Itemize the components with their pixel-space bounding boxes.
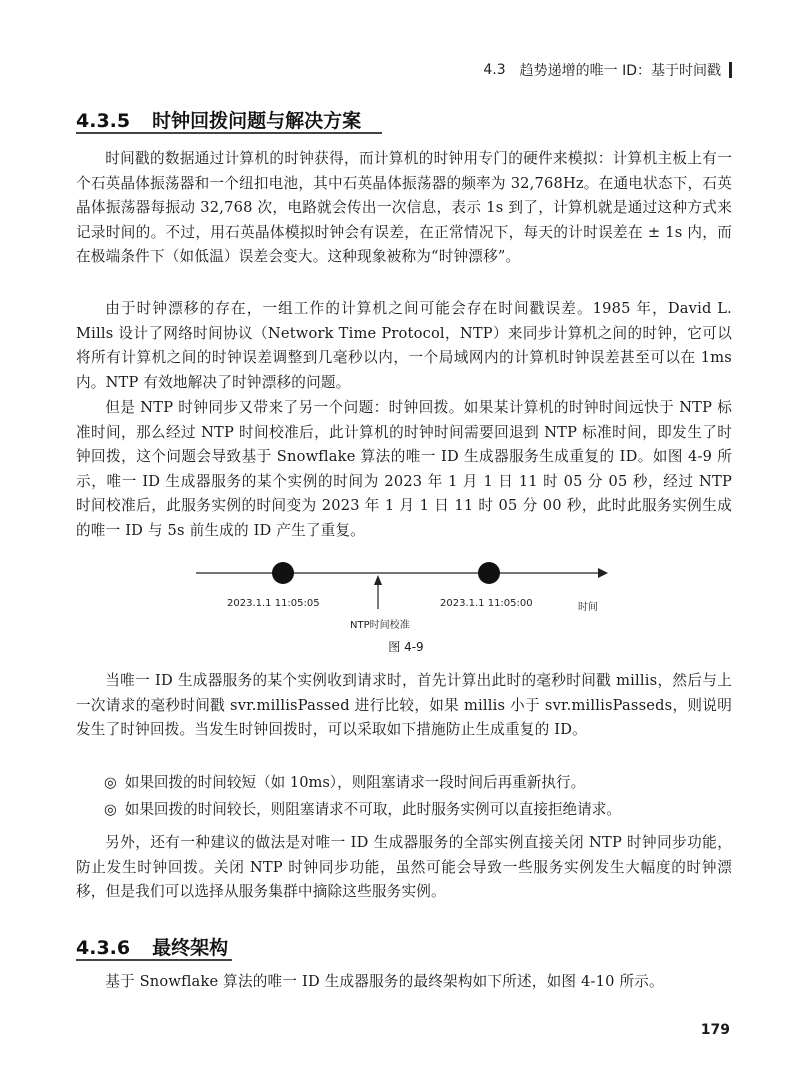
bullet-symbol: ◎: [104, 774, 117, 791]
label-time-before: 2023.1.1 11:05:05: [227, 598, 320, 609]
heading-underline: [76, 959, 232, 961]
paragraph-final-architecture: 基于 Snowflake 算法的唯一 ID 生成器服务的最终架构如下所述，如图 4-10 所示。: [105, 973, 664, 990]
running-head-section: 4.3: [483, 62, 506, 78]
running-head-title: 趋势递增的唯一 ID：基于时间戳: [519, 63, 721, 79]
section-number: 4.3.5: [76, 110, 131, 132]
running-head: [483, 60, 732, 80]
paragraph-clock-rollback: 但是 NTP 时钟同步又带来了另一个问题：时钟回拨。如果某计算机的时钟时间远快于 NTP 标准时间，那么经过 NTP 时间校准后，此计算机的时钟时间需要回退到 NTP 标准时间，即发生了时钟回拨，这个问题会导致基于 Snowflake 算法的唯一 ID 生成器服务生成重复的 ID。如图 4-9 所示，唯一 ID 生成器服务的某个实例的时间为 2023 年 1 月 1 日 11 时 05 分 05 秒，经过 NTP 时间校准后，此服务实例的时间变为 2023 年 1 月 1 日 11 时 05 分 00 秒，此时此服务实例生成的唯一 ID 与 5s 前生成的 ID 产生了重复。: [76, 399, 732, 539]
heading-underline: [76, 132, 382, 134]
bullet-item-long: [104, 798, 621, 822]
figure-caption: 图 4-9: [388, 640, 424, 654]
section-title: 时钟回拨问题与解决方案: [152, 110, 362, 132]
page-number: 179: [700, 1022, 730, 1038]
section-heading-4-3-5: [76, 106, 361, 133]
axis-arrowhead: [598, 568, 608, 578]
bullet-item-short: [104, 771, 585, 795]
label-time-after: 2023.1.1 11:05:00: [440, 598, 533, 609]
section-heading-4-3-6: [76, 933, 228, 960]
paragraph-ntp: 由于时钟漂移的存在，一组工作的计算机之间可能会存在时间戳误差。1985 年，David L. Mills 设计了网络时间协议（Network Time Protocol，NTP）来同步计算机之间的时钟，它可以将所有计算机之间的时钟误差调整到几毫秒以内，一个局域网内的计算机时钟误差甚至可以在 1ms 内。NTP 有效地解决了时钟漂移的问题。: [76, 300, 732, 391]
event-dot-after: [478, 562, 500, 584]
section-number: 4.3.6: [76, 937, 131, 959]
bullet-symbol: ◎: [104, 801, 117, 818]
paragraph-clock-drift: 时间戳的数据通过计算机的时钟获得，而计算机的时钟用专门的硬件来模拟：计算机主板上有一个石英晶体振荡器和一个纽扣电池，其中石英晶体振荡器的频率为 32,768Hz。在通电状态下，石英晶体振荡器每振动 32,768 次，电路就会传出一次信息，表示 1s 到了，计算机就是通过这种方式来记录时间的。不过，用石英晶体模拟时钟会有误差，在正常情况下，每天的计时误差在 ± 1s 内，而在极端条件下（如低温）误差会变大。这种现象被称为“时钟漂移”。: [76, 150, 732, 266]
label-axis-time: 时间: [578, 602, 598, 613]
running-head-bar: [729, 62, 732, 78]
label-ntp-calibration: NTP时间校准: [350, 620, 410, 631]
ntp-marker-arrowhead: [374, 575, 382, 585]
paragraph-detection: 当唯一 ID 生成器服务的某个实例收到请求时，首先计算出此时的毫秒时间戳 millis，然后与上一次请求的毫秒时间戳 svr.millisPassed 进行比较，如果 millis 小于 svr.millisPasseds，则说明发生了时钟回拨。当发生时钟回拨时，可以采取如下措施防止生成重复的 ID。: [76, 672, 732, 739]
bullet-text: 如果回拨的时间较长，则阻塞请求不可取，此时服务实例可以直接拒绝请求。: [124, 801, 621, 818]
event-dot-before: [272, 562, 294, 584]
section-title: 最终架构: [152, 937, 229, 959]
paragraph-disable-ntp: 另外，还有一种建议的做法是对唯一 ID 生成器服务的全部实例直接关闭 NTP 时钟同步功能，防止发生时钟回拨。关闭 NTP 时钟同步功能，虽然可能会导致一些服务实例发生大幅度的时钟漂移，但是我们可以选择从服务集群中摘除这些服务实例。: [76, 834, 732, 901]
bullet-text: 如果回拨的时间较短（如 10ms），则阻塞请求一段时间后再重新执行。: [124, 774, 586, 791]
